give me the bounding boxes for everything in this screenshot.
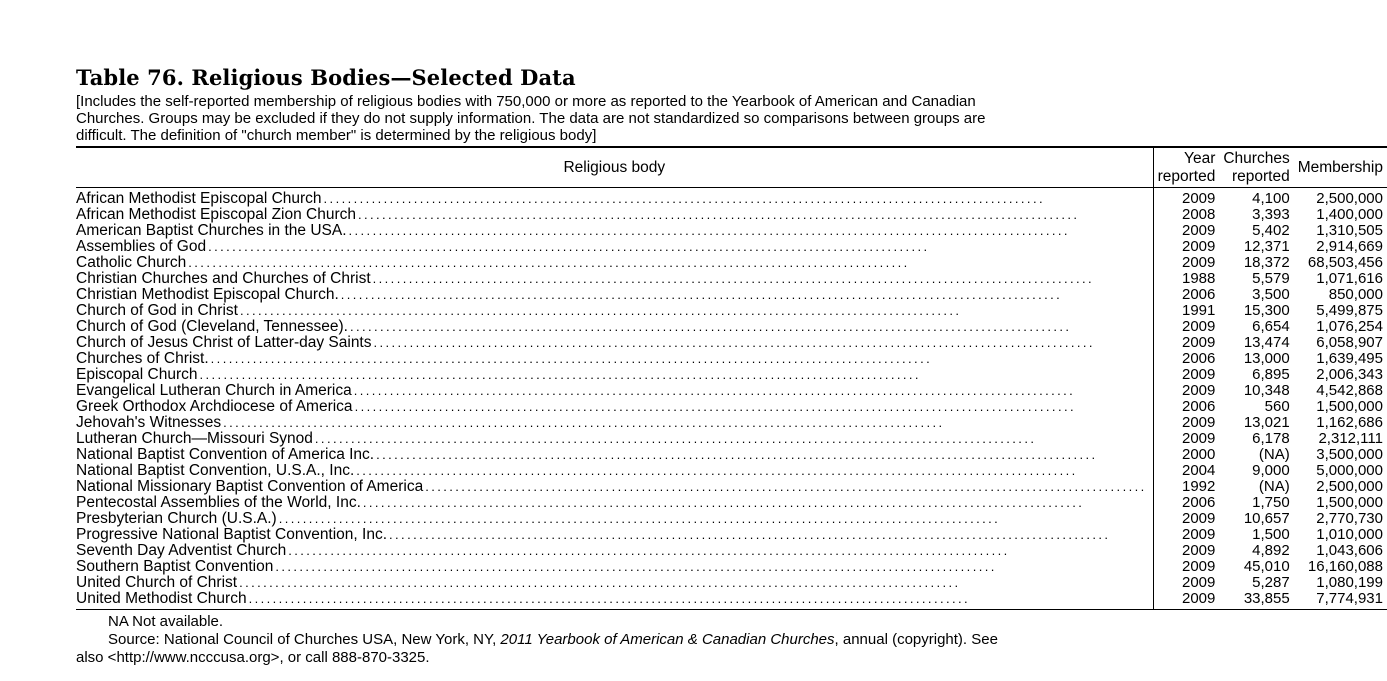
- table-row: [76, 287, 1387, 303]
- table-row: [76, 271, 1387, 287]
- religious-body-name: National Baptist Convention, U.S.A., Inc.: [76, 462, 355, 479]
- religious-body-name: Greek Orthodox Archdiocese of America: [76, 398, 353, 415]
- religious-body-cell: [76, 575, 1153, 591]
- year-reported-cell: 2009: [1181, 382, 1216, 399]
- table-row: [76, 511, 1387, 527]
- membership-cell: 1,500,000: [1316, 398, 1383, 415]
- year-reported-cell: 2006: [1181, 494, 1216, 511]
- membership-cell: 3,500,000: [1316, 446, 1383, 463]
- religious-body-cell: [76, 463, 1153, 479]
- religious-body-cell: [76, 319, 1153, 335]
- dot-leader: ........................................................................................................................: [275, 559, 997, 574]
- religious-body-name: Christian Churches and Churches of Christ: [76, 270, 371, 287]
- churches-reported-cell: 9,000: [1252, 462, 1290, 479]
- dot-leader: ........................................................................................................................: [278, 511, 1001, 526]
- churches-reported-cell: 13,021: [1243, 414, 1290, 431]
- dot-leader: ........................................................................................................................: [376, 447, 1098, 462]
- churches-reported-cell: 12,371: [1243, 238, 1290, 255]
- table-row: [76, 207, 1387, 223]
- table-row: [76, 479, 1387, 495]
- year-reported-cell: 2009: [1181, 414, 1216, 431]
- dot-leader: ........................................................................................................................: [354, 399, 1076, 414]
- churches-reported-cell: 45,010: [1243, 558, 1290, 575]
- source-footnote: [76, 631, 1003, 667]
- religious-body-name: African Methodist Episcopal Zion Church: [76, 206, 356, 223]
- table-row: [76, 223, 1387, 239]
- table-row: [76, 303, 1387, 319]
- churches-reported-cell: 560: [1264, 398, 1290, 415]
- religious-body-cell: [76, 367, 1153, 383]
- religious-body-cell: [76, 383, 1153, 399]
- table-row: [76, 367, 1387, 383]
- churches-reported-cell: 3,500: [1252, 286, 1290, 303]
- table-row: [76, 188, 1387, 208]
- column-header-religious-body: Religious body: [76, 147, 1153, 188]
- churches-reported-cell: 33,855: [1219, 591, 1293, 610]
- source-prefix: Source: National Council of Churches USA, New York, NY,: [108, 631, 501, 648]
- churches-reported-cell: 18,372: [1243, 254, 1290, 271]
- religious-body-cell: [76, 479, 1153, 495]
- dot-leader: ........................................................................................................................: [223, 415, 945, 430]
- year-reported-cell: 2009: [1181, 430, 1216, 447]
- membership-cell: 1,400,000: [1316, 206, 1383, 223]
- table-row: [76, 415, 1387, 431]
- religious-body-cell: [76, 335, 1153, 351]
- religious-body-name: African Methodist Episcopal Church: [76, 190, 322, 207]
- religious-body-name: Presbyterian Church (U.S.A.): [76, 510, 277, 527]
- year-reported-cell: 2009: [1153, 591, 1219, 610]
- religious-body-cell: [76, 415, 1153, 431]
- membership-cell: 5,000,000: [1316, 462, 1383, 479]
- religious-body-name: Pentecostal Assemblies of the World, Inc.: [76, 494, 361, 511]
- year-reported-cell: 2009: [1181, 222, 1216, 239]
- source-suffix: , annual (copyright). See also <http://www.ncccusa.org>, or call 888-870-3325.: [76, 631, 998, 666]
- table-row: [76, 495, 1387, 511]
- churches-reported-cell: 3,393: [1252, 206, 1290, 223]
- membership-cell: 4,542,868: [1316, 382, 1383, 399]
- na-footnote: NA Not available.: [108, 613, 224, 630]
- membership-cell: 1,043,606: [1316, 542, 1383, 559]
- dot-leader: ........................................................................................................................: [362, 495, 1085, 510]
- religious-body-cell: [76, 271, 1153, 287]
- year-reported-cell: 2009: [1181, 558, 1216, 575]
- churches-reported-cell: 10,348: [1243, 382, 1290, 399]
- year-reported-cell: 2006: [1181, 398, 1216, 415]
- religious-body-name: Catholic Church: [76, 254, 187, 271]
- membership-cell: 5,499,875: [1316, 302, 1383, 319]
- religious-body-name: Lutheran Church—Missouri Synod: [76, 430, 313, 447]
- churches-reported-cell: 5,579: [1252, 270, 1290, 287]
- dot-leader: ........................................................................................................................: [314, 431, 1037, 446]
- churches-reported-cell: 13,000: [1243, 350, 1290, 367]
- table-row: [76, 351, 1387, 367]
- year-reported-cell: 1991: [1181, 302, 1216, 319]
- religious-body-cell: [76, 543, 1153, 559]
- table-row: [76, 559, 1387, 575]
- churches-reported-cell: 5,287: [1252, 574, 1290, 591]
- year-reported-cell: 2009: [1181, 190, 1216, 207]
- column-header-membership: Membership: [1294, 147, 1387, 188]
- dot-leader: ........................................................................................................................: [353, 383, 1076, 398]
- dot-leader: ........................................................................................................................: [239, 303, 962, 318]
- dot-leader: ........................................................................................................................: [340, 287, 1063, 302]
- table-row: [76, 543, 1387, 559]
- membership-cell: 1,639,495: [1316, 350, 1383, 367]
- column-header-year-reported: Year reported: [1153, 147, 1219, 188]
- membership-cell: 1,080,199: [1316, 574, 1383, 591]
- year-reported-cell: 2004: [1181, 462, 1216, 479]
- year-reported-cell: 2009: [1181, 526, 1216, 543]
- table-title: Table 76. Religious Bodies—Selected Data: [76, 65, 576, 90]
- table-row: [76, 399, 1387, 415]
- religious-body-name: American Baptist Churches in the USA.: [76, 222, 347, 239]
- table-row: [76, 591, 1387, 610]
- dot-leader: ........................................................................................................................: [188, 255, 910, 270]
- year-reported-cell: 2006: [1181, 350, 1216, 367]
- churches-reported-cell: 6,654: [1252, 318, 1290, 335]
- religious-body-cell: [76, 207, 1153, 223]
- year-reported-cell: 2009: [1181, 238, 1216, 255]
- table-row: [76, 255, 1387, 271]
- religious-body-cell: [76, 287, 1153, 303]
- dot-leader: ........................................................................................................................: [208, 239, 930, 254]
- membership-cell: 1,500,000: [1316, 494, 1383, 511]
- dot-leader: ........................................................................................................................: [358, 207, 1080, 222]
- table-row: [76, 335, 1387, 351]
- religious-bodies-table: [76, 146, 1387, 610]
- religious-body-cell: [76, 559, 1153, 575]
- table-document: [76, 64, 1383, 667]
- year-reported-cell: 2009: [1181, 510, 1216, 527]
- membership-cell: 1,071,616: [1316, 270, 1383, 287]
- membership-cell: 7,774,931: [1294, 591, 1387, 610]
- table-row: [76, 431, 1387, 447]
- table-row: [76, 527, 1387, 543]
- table-body: [76, 188, 1387, 610]
- churches-reported-cell: 10,657: [1243, 510, 1290, 527]
- dot-leader: ........................................................................................................................: [239, 575, 961, 590]
- churches-reported-cell: 1,750: [1252, 494, 1290, 511]
- dot-leader: ........................................................................................................................: [356, 463, 1078, 478]
- year-reported-cell: 2009: [1181, 366, 1216, 383]
- membership-cell: 850,000: [1328, 286, 1383, 303]
- religious-body-cell: [76, 303, 1153, 319]
- year-reported-cell: 2009: [1181, 334, 1216, 351]
- religious-body-name: Jehovah's Witnesses: [76, 414, 222, 431]
- dot-leader: ........................................................................................................................: [210, 351, 933, 366]
- religious-body-name: Church of Jesus Christ of Latter-day Saints: [76, 334, 372, 351]
- dot-leader: ........................................................................................................................: [425, 479, 1147, 494]
- membership-cell: 1,310,505: [1316, 222, 1383, 239]
- membership-cell: 1,162,686: [1316, 414, 1383, 431]
- membership-cell: 1,076,254: [1316, 318, 1383, 335]
- membership-cell: 2,914,669: [1316, 238, 1383, 255]
- religious-body-name: Southern Baptist Convention: [76, 558, 274, 575]
- religious-body-name: Progressive National Baptist Convention, Inc.: [76, 526, 388, 543]
- table-row: [76, 239, 1387, 255]
- year-reported-cell: 2009: [1181, 318, 1216, 335]
- year-reported-cell: 2006: [1181, 286, 1216, 303]
- religious-body-cell: [76, 591, 1153, 610]
- membership-cell: 16,160,088: [1307, 558, 1383, 575]
- membership-cell: 1,010,000: [1316, 526, 1383, 543]
- source-publication-title: 2011 Yearbook of American & Canadian Churches: [500, 631, 835, 648]
- dot-leader: ........................................................................................................................: [348, 223, 1070, 238]
- churches-reported-cell: (NA): [1258, 478, 1290, 495]
- dot-leader: ........................................................................................................................: [288, 543, 1010, 558]
- religious-body-cell: [76, 495, 1153, 511]
- membership-cell: 6,058,907: [1316, 334, 1383, 351]
- churches-reported-cell: 6,895: [1252, 366, 1290, 383]
- dot-leader: ........................................................................................................................: [248, 591, 971, 606]
- table-row: [76, 463, 1387, 479]
- churches-reported-cell: 1,500: [1252, 526, 1290, 543]
- churches-reported-cell: 5,402: [1252, 222, 1290, 239]
- religious-body-cell: [76, 431, 1153, 447]
- religious-body-name: National Missionary Baptist Convention of America: [76, 478, 424, 495]
- religious-body-name: Seventh Day Adventist Church: [76, 542, 287, 559]
- religious-body-name: Church of God (Cleveland, Tennessee).: [76, 318, 348, 335]
- table-headnote: [Includes the self-reported membership of religious bodies with 750,000 or more as reported to the Yearbook of American and Canadian Churches. Groups may be excluded if they do not supply information. The data are not standardized so comparisons between groups are difficult. The definition of "church member" is determined by the religious body]: [76, 93, 986, 144]
- religious-body-cell: [76, 188, 1153, 208]
- religious-body-name: Assemblies of God: [76, 238, 207, 255]
- religious-body-cell: [76, 239, 1153, 255]
- table-row: [76, 575, 1387, 591]
- religious-body-name: United Methodist Church: [76, 590, 247, 607]
- year-reported-cell: 2009: [1181, 542, 1216, 559]
- year-reported-cell: 1988: [1181, 270, 1216, 287]
- religious-body-name: Church of God in Christ: [76, 302, 238, 319]
- churches-reported-cell: 13,474: [1243, 334, 1290, 351]
- religious-body-name: Episcopal Church: [76, 366, 198, 383]
- membership-cell: 2,006,343: [1316, 366, 1383, 383]
- religious-body-cell: [76, 255, 1153, 271]
- religious-body-cell: [76, 223, 1153, 239]
- churches-reported-cell: 4,100: [1252, 190, 1290, 207]
- table-header-row: [76, 147, 1387, 188]
- religious-body-name: United Church of Christ: [76, 574, 238, 591]
- membership-cell: 2,770,730: [1316, 510, 1383, 527]
- table-footnotes: [76, 613, 1003, 667]
- religious-body-name: Christian Methodist Episcopal Church.: [76, 286, 339, 303]
- dot-leader: ........................................................................................................................: [199, 367, 921, 382]
- religious-body-cell: [76, 399, 1153, 415]
- religious-body-cell: [76, 351, 1153, 367]
- table-row: [76, 319, 1387, 335]
- religious-body-cell: [76, 447, 1153, 463]
- churches-reported-cell: 4,892: [1252, 542, 1290, 559]
- dot-leader: ........................................................................................................................: [372, 271, 1095, 286]
- table-row: [76, 447, 1387, 463]
- churches-reported-cell: (NA): [1258, 446, 1290, 463]
- year-reported-cell: 2009: [1181, 574, 1216, 591]
- religious-body-cell: [76, 527, 1153, 543]
- year-reported-cell: 1992: [1181, 478, 1216, 495]
- dot-leader: ........................................................................................................................: [323, 191, 1045, 206]
- religious-body-name: Evangelical Lutheran Church in America: [76, 382, 352, 399]
- dot-leader: ........................................................................................................................: [349, 319, 1072, 334]
- religious-body-cell: [76, 511, 1153, 527]
- religious-body-name: Churches of Christ.: [76, 350, 209, 367]
- membership-cell: 68,503,456: [1307, 254, 1383, 271]
- religious-body-name: National Baptist Convention of America Inc.: [76, 446, 375, 463]
- dot-leader: ........................................................................................................................: [389, 527, 1111, 542]
- year-reported-cell: 2009: [1181, 254, 1216, 271]
- dot-leader: ........................................................................................................................: [373, 335, 1095, 350]
- membership-cell: 2,312,111: [1318, 430, 1383, 447]
- table-row: [76, 383, 1387, 399]
- membership-cell: 2,500,000: [1316, 478, 1383, 495]
- column-header-churches-reported: Churches reported: [1219, 147, 1293, 188]
- year-reported-cell: 2000: [1181, 446, 1216, 463]
- churches-reported-cell: 6,178: [1252, 430, 1290, 447]
- churches-reported-cell: 15,300: [1243, 302, 1290, 319]
- year-reported-cell: 2008: [1181, 206, 1216, 223]
- membership-cell: 2,500,000: [1316, 190, 1383, 207]
